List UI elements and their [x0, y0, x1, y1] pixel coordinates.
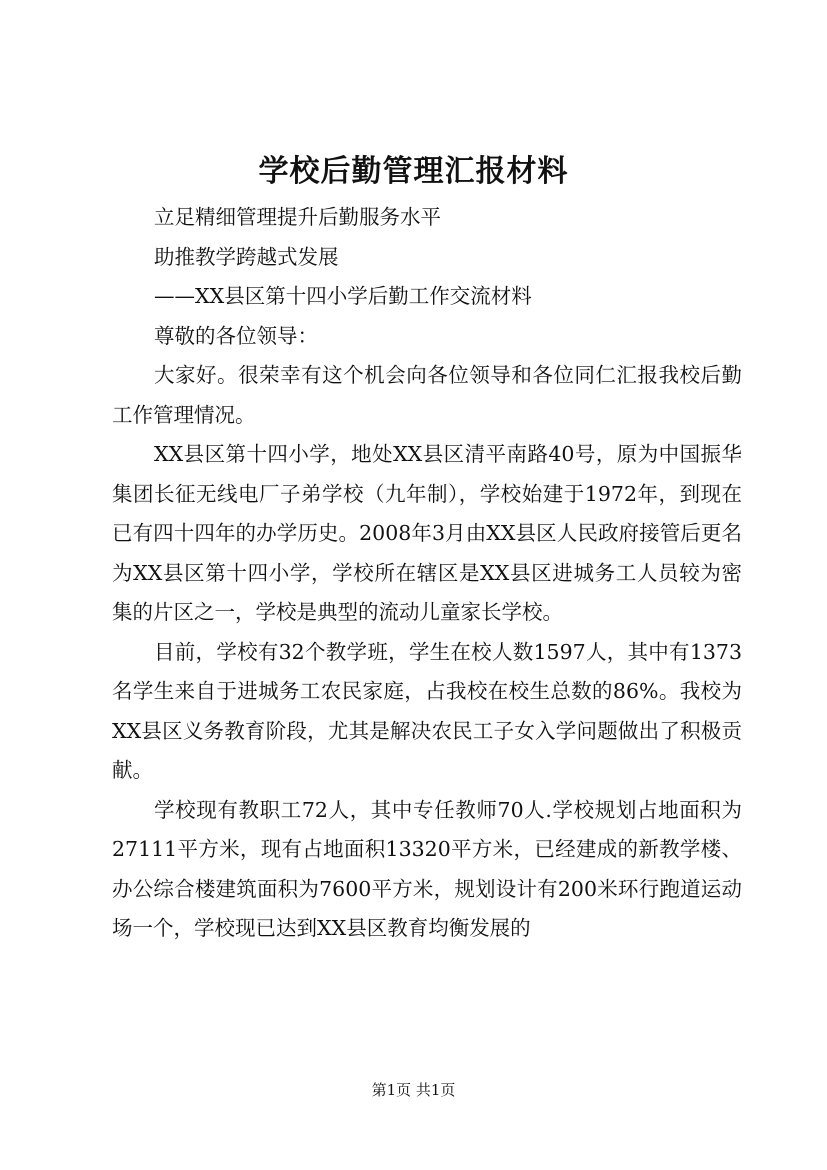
document-title: 学校后勤管理汇报材料	[258, 154, 569, 189]
page-footer: 第1页 共1页	[371, 1081, 456, 1099]
paragraph-student-stats: 目前，学校有32个教学班，学生在校人数1597人，其中有1373名学生来自于进城务工农民家庭，占我校在校生总数的86%。我校为XX县区义务教育阶段，尤其是解决农民工子女入学问题做出了积极贡献。	[112, 639, 742, 782]
paragraph-greeting: 大家好。很荣幸有这个机会向各位领导和各位同仁汇报我校后勤工作管理情况。	[112, 363, 742, 427]
salutation: 尊敬的各位领导：	[154, 323, 318, 348]
subtitle-line-1: 立足精细管理提升后勤服务水平	[154, 205, 441, 229]
document-body	[112, 198, 742, 949]
paragraph-school-history: XX县区第十四小学，地处XX县区清平南路40号，原为中国振华集团长征无线电厂子弟学校（九年制），学校始建于1972年，到现在已有四十四年的办学历史。2008年3月由XX县区人民政府接管后更名为XX县区第十四小学，学校所在辖区是XX县区进城务工人员较为密集的片区之一，学校是典型的流动儿童家长学校。	[112, 442, 742, 624]
paragraph-staff-facilities: 学校现有教职工72人，其中专任教师70人.学校规划占地面积为27111平方米，现有占地面积13320平方米，已经建成的新教学楼、办公综合楼建筑面积为7600平方米，规划设计有200米环行跑道运动场一个，学校现已达到XX县区教育均衡发展的	[112, 797, 742, 940]
subtitle-line-2: 助推教学跨越式发展	[154, 244, 339, 269]
subtitle-line-3: ——XX县区第十四小学后勤工作交流材料	[154, 284, 532, 308]
